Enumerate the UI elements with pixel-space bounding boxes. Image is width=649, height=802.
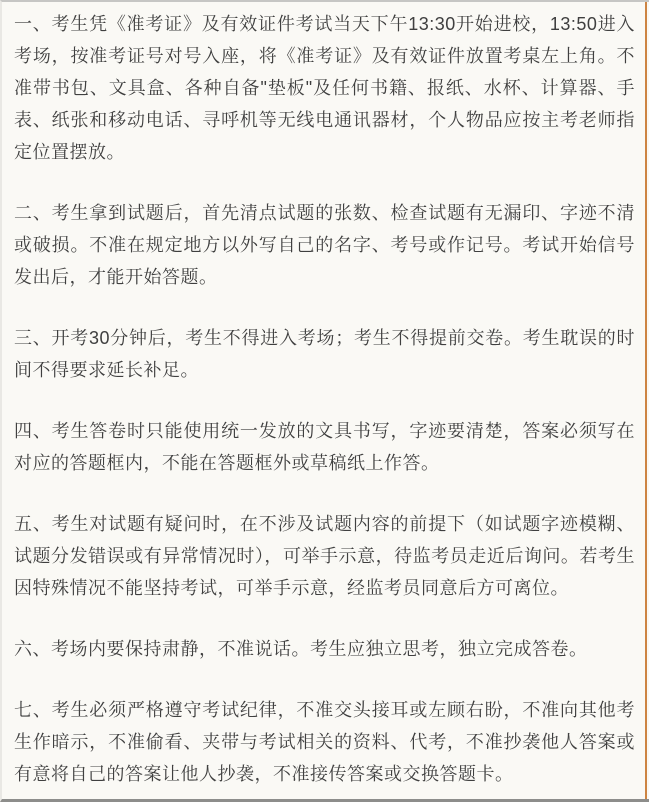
rules-text-block [2,2,649,790]
rule-paragraph-6: 六、考场内要保持肃静，不准说话。考生应独立思考，独立完成答卷。 [14,639,588,659]
rule-paragraph-2: 二、考生拿到试题后，首先清点试题的张数、检查试题有无漏印、字迹不清或破损。不准在规定地方以外写自己的名字、考号或作记号。考试开始信号发出后，才能开始答题。 [14,203,635,287]
rule-paragraph-4: 四、考生答卷时只能使用统一发放的文具书写，字迹要清楚，答案必须写在对应的答题框内，不能在答题框外或草稿纸上作答。 [14,421,635,473]
right-accent-border [645,2,647,799]
rule-paragraph-1: 一、考生凭《准考证》及有效证件考试当天下午13:30开始进校，13:50进入考场，按准考证号对号入座，将《准考证》及有效证件放置考桌左上角。不准带书包、文具盒、各种自备"垫板"及任何书籍、报纸、水杯、计算器、手表、纸张和移动电话、寻呼机等无线电通讯器材，个人物品应按主考老师指定位置摆放。 [14,14,635,162]
rule-paragraph-7: 七、考生必须严格遵守考试纪律，不准交头接耳或左顾右盼，不准向其他考生作暗示，不准偷看、夹带与考试相关的资料、代考，不准抄袭他人答案或有意将自己的答案让他人抄袭，不准接传答案或交换答题卡。 [14,700,635,784]
rule-paragraph-3: 三、开考30分钟后，考生不得进入考场；考生不得提前交卷。考生耽误的时间不得要求延长补足。 [14,328,635,380]
rule-paragraph-5: 五、考生对试题有疑问时，在不涉及试题内容的前提下（如试题字迹模糊、试题分发错误或有异常情况时），可举手示意，待监考员走近后询问。若考生因特殊情况不能坚持考试，可举手示意，经监考员同意后方可离位。 [14,514,635,598]
